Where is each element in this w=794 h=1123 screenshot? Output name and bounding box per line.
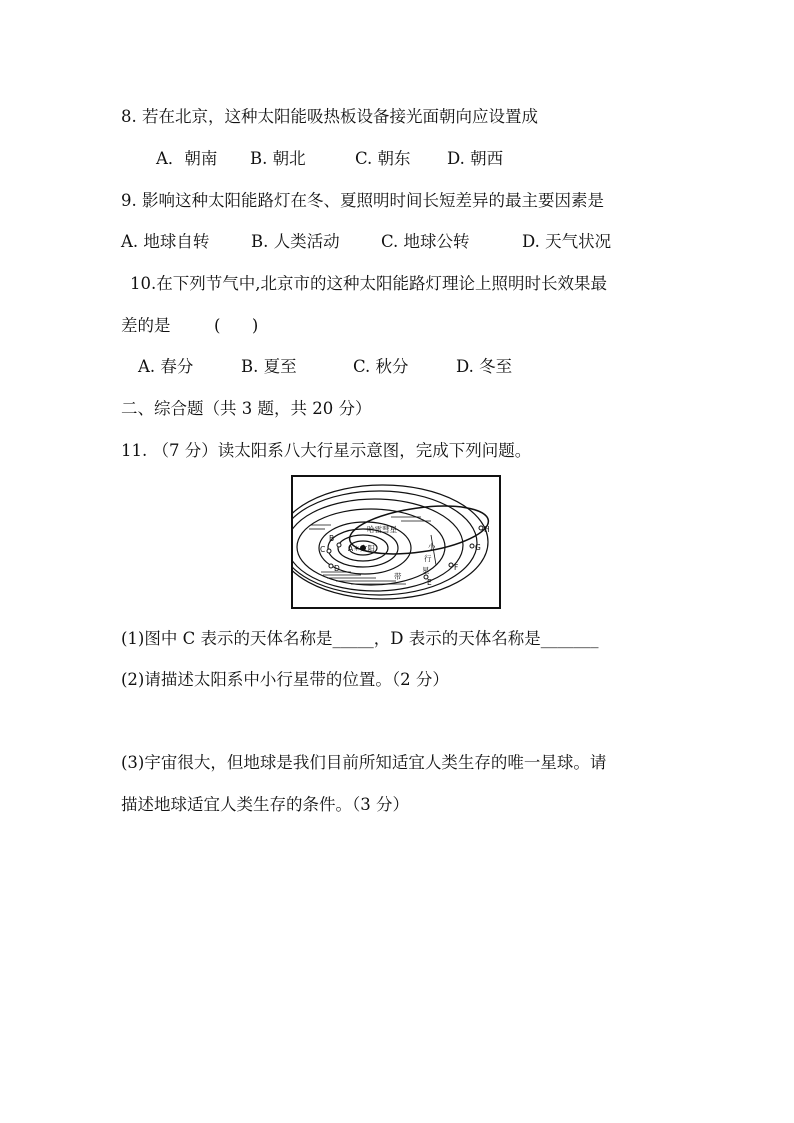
q9-option-c: C. 地球公转 [381,232,470,251]
planet-d-marker [329,564,333,568]
q10-option-a: A. 春分 [138,357,194,376]
q9-option-b: B. 人类活动 [251,232,340,251]
belt-label-3: 星 [422,566,430,575]
q9-option-d: D. 天气状况 [522,232,612,251]
question-10-stem-cont: 差的是 [121,316,171,335]
section-heading: 二、综合题（共 3 题，共 20 分） [121,399,372,418]
planet-f-marker [449,563,453,567]
planet-f-label: F [454,563,459,572]
solar-system-figure [291,475,501,609]
belt-label-4: 带 [394,572,402,581]
question-9-stem: 9. 影响这种太阳能路灯在冬、夏照明时间长短差异的最主要因素是 [121,191,604,210]
planet-h-marker [479,526,483,530]
q8-option-d: D. 朝西 [447,149,504,168]
question-8-stem: 8. 若在北京，这种太阳能吸热板设备接光面朝向应设置成 [121,107,538,126]
q10-option-c: C. 秋分 [353,357,409,376]
answer-bracket: ( ) [214,316,259,335]
planet-c-label: C [320,545,326,554]
question-10-stem: 10.在下列节气中,北京市的这种太阳能路灯理论上照明时长效果最 [130,274,607,293]
q11-sub3-line1: (3)宇宙很大，但地球是我们目前所知适宜人类生存的唯一星球。请 [121,753,607,772]
planet-b-marker [337,543,341,547]
belt-label-1: 小 [428,542,436,551]
planet-h-label: H [484,525,490,534]
planet-c-marker [327,549,331,553]
q9-option-a: A. 地球自转 [121,232,210,251]
q11-sub2: (2)请描述太阳系中小行星带的位置。（2 分） [121,670,449,689]
planet-b-label: B [329,534,335,543]
q8-option-a: A．朝南 [156,149,218,168]
q8-option-c: C. 朝东 [355,149,411,168]
planet-e-label: E [427,578,432,587]
planet-g-marker [470,544,474,548]
comet-label: 哈雷彗星 [367,525,397,534]
question-11-stem: 11. （7 分）读太阳系八大行星示意图，完成下列问题。 [121,441,532,460]
solar-system-svg [291,475,501,609]
q10-option-d: D. 冬至 [456,357,513,376]
sun-label: A☀太阳 [348,544,375,553]
belt-label-2: 行 [424,554,432,563]
q10-option-b: B. 夏至 [241,357,297,376]
planet-d-label: D [334,564,340,573]
q11-sub3-line2: 描述地球适宜人类生存的条件。（3 分） [121,795,409,814]
q8-option-b: B. 朝北 [250,149,306,168]
q11-sub1: (1)图中 C 表示的天体名称是_____，D 表示的天体名称是_______ [121,629,599,648]
planet-g-label: G [475,543,481,552]
